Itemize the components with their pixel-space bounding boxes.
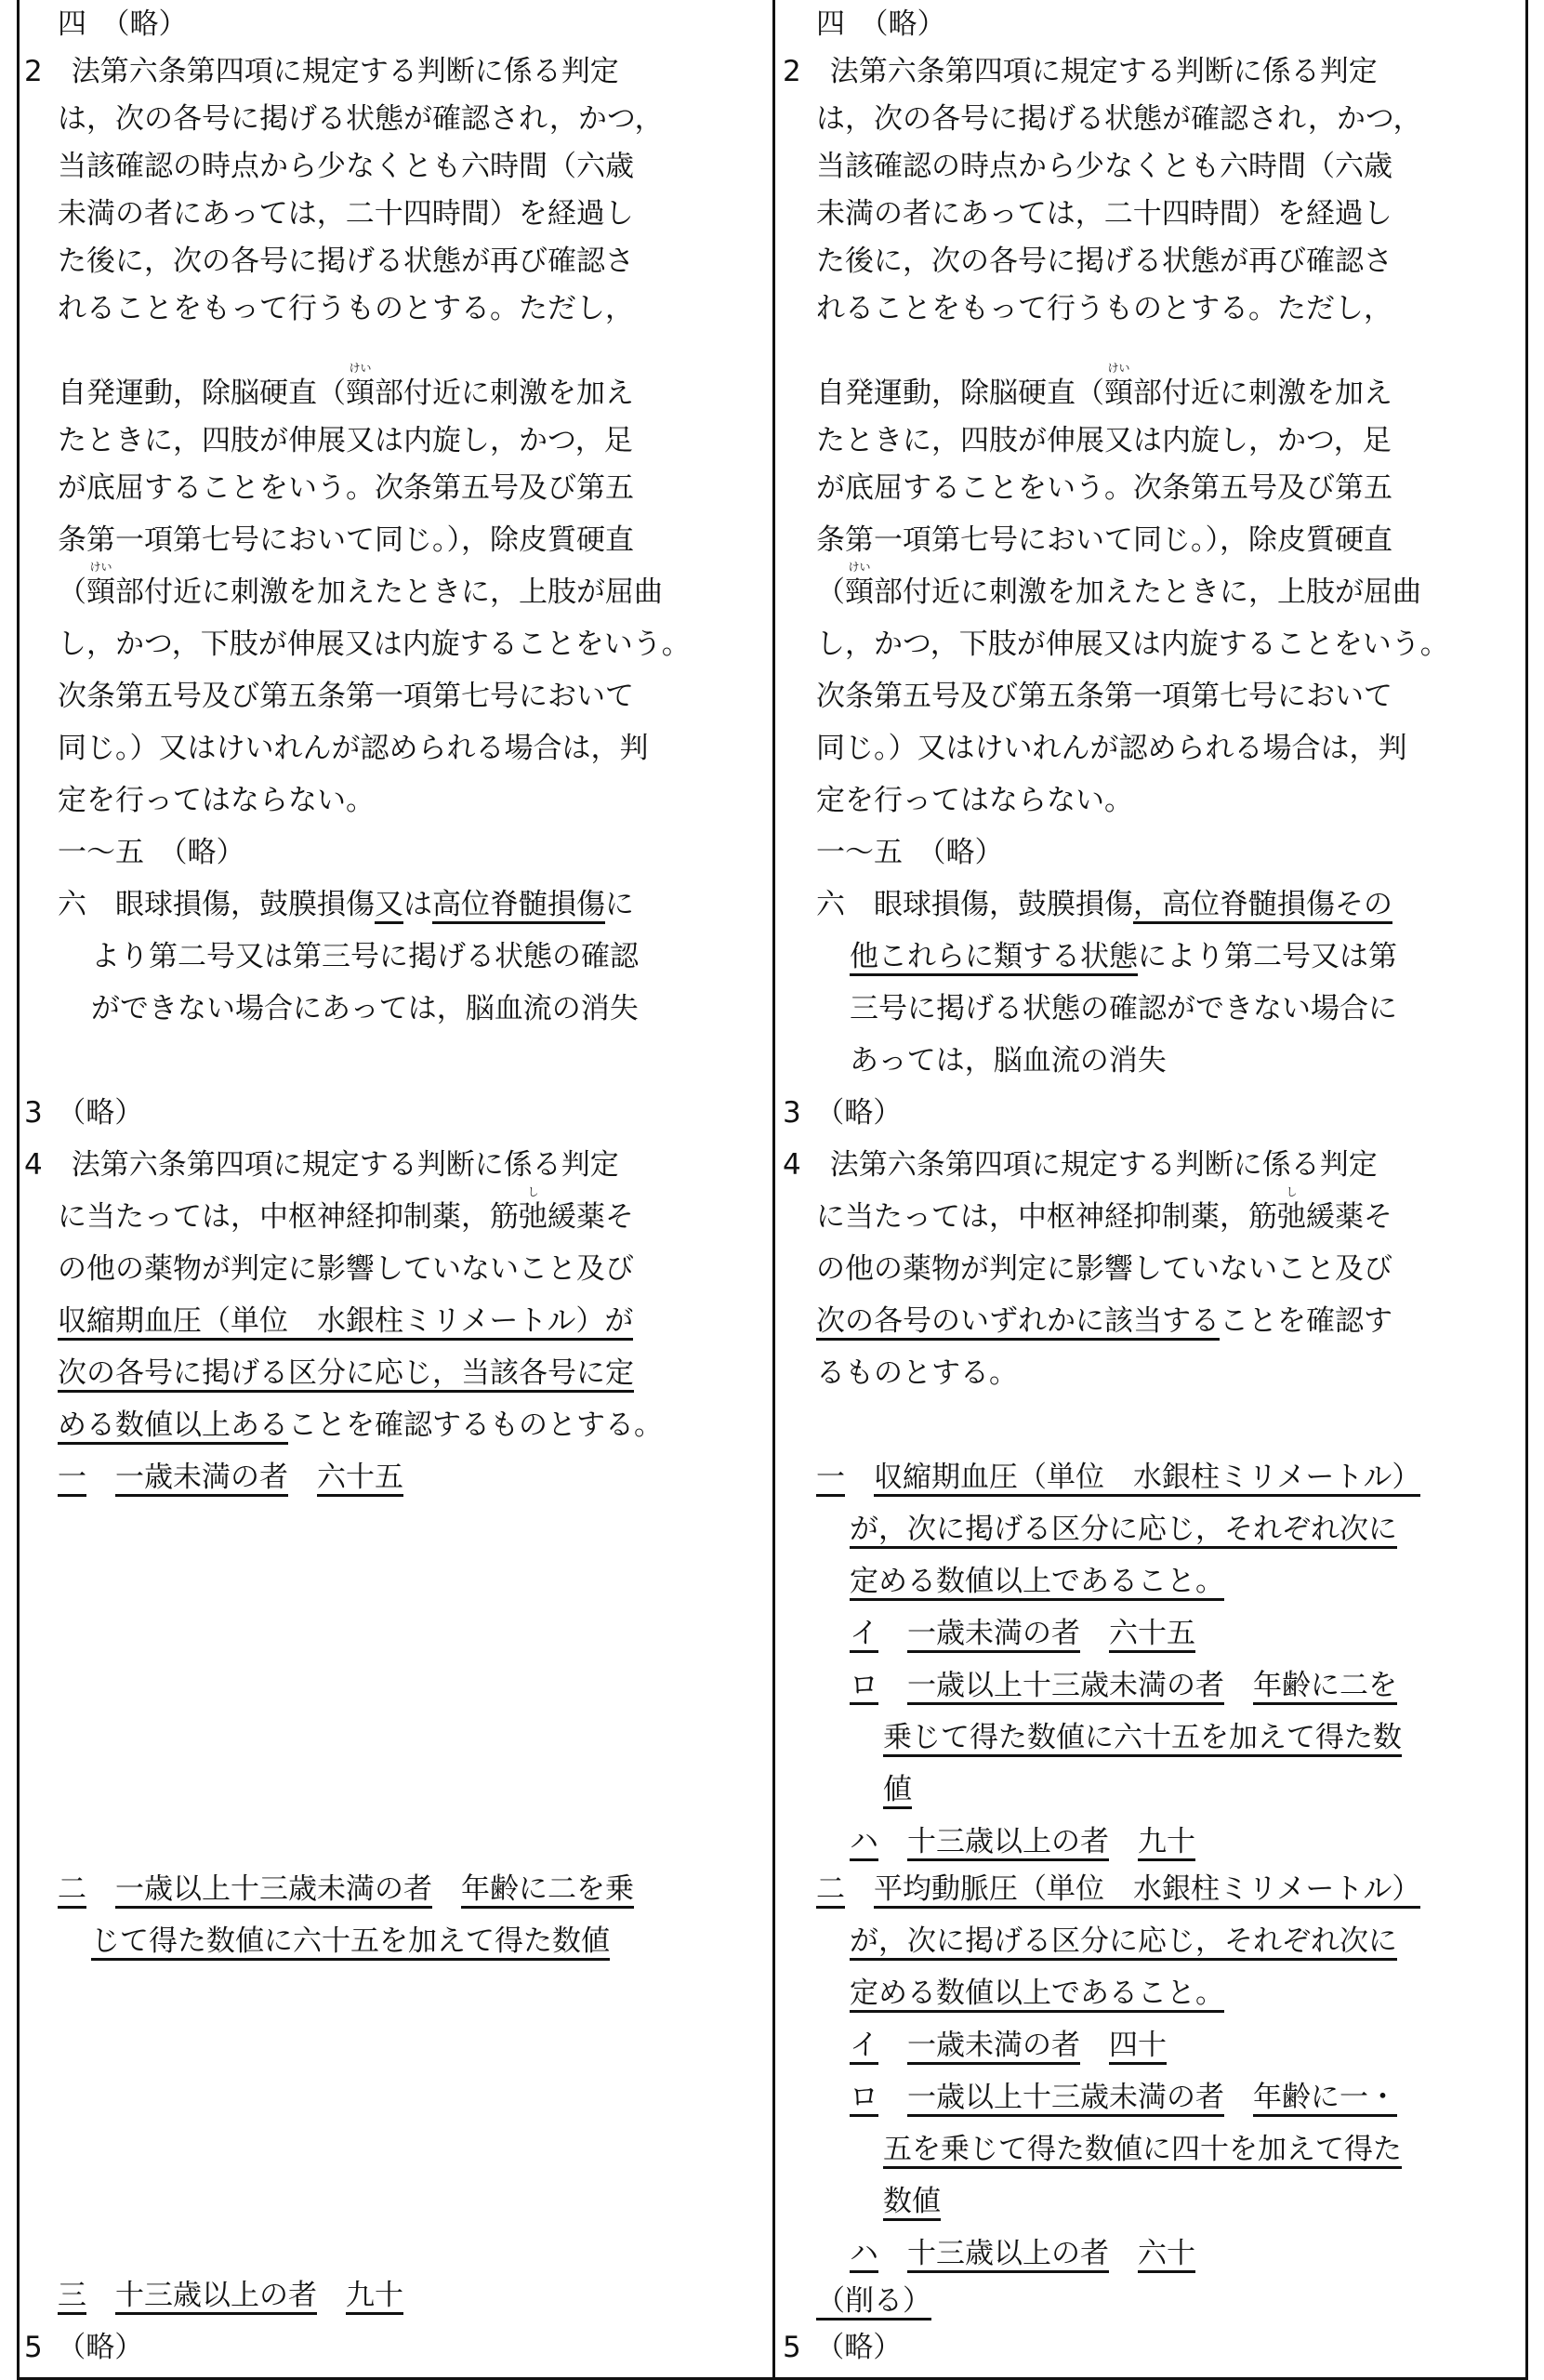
line	[883, 2183, 941, 2220]
ruby-reading: けい	[848, 561, 871, 574]
line: が底屈することをいう。次条第五号及び第五	[58, 471, 634, 505]
amended-text: が，次に掲げる区分に応じ，それぞれ次に	[850, 1513, 1397, 1549]
amended-text: 一歳以上十三歳未満の者	[115, 1872, 432, 1909]
line	[58, 1459, 403, 1496]
amended-text: 高位脊髄損傷	[432, 888, 605, 924]
line	[816, 2282, 931, 2320]
amended-text: 四十	[1109, 2029, 1167, 2065]
line: 3 （略）	[783, 1096, 903, 1130]
line	[58, 2277, 403, 2314]
line: 4 法第六条第四項に規定する判断に係る判定	[24, 1148, 619, 1182]
ruby-kanji	[1104, 362, 1133, 412]
amended-text: 定める数値以上であること。	[850, 1977, 1224, 2013]
line: の他の薬物が判定に影響していないこと及び	[816, 1252, 1392, 1286]
amended-text: 一歳未満の者	[907, 2029, 1080, 2065]
amended-text: 一歳未満の者	[907, 1617, 1080, 1653]
amended-text: 次の各号のいずれかに該当する	[816, 1304, 1220, 1341]
amended-text: 収縮期血圧（単位 水銀柱ミリメートル）	[874, 1461, 1420, 1497]
item-number: 二	[58, 1872, 86, 1909]
line	[850, 938, 1397, 975]
ruby-reading: けい	[349, 362, 372, 375]
item-number: 一	[58, 1461, 86, 1497]
line	[850, 2235, 1195, 2272]
line: が底屈することをいう。次条第五号及び第五	[816, 471, 1392, 505]
amended-text: 六十五	[317, 1461, 403, 1497]
line: 未満の者にあっては，二十四時間）を経過し	[58, 197, 634, 231]
amended-text: める数値以上ある	[58, 1408, 288, 1445]
line	[883, 1719, 1402, 1756]
line: 定を行ってはならない。	[58, 784, 375, 817]
amended-text: 一歳以上十三歳未満の者	[907, 2081, 1224, 2117]
left-column	[20, 0, 764, 2380]
line: 未満の者にあっては，二十四時間）を経過し	[816, 197, 1392, 231]
line	[883, 1771, 912, 1808]
text-segment: 六 眼球損傷，鼓膜損傷	[816, 888, 1133, 921]
amended-text: 五を乗じて得た数値に四十を加えて得た	[883, 2133, 1402, 2169]
amended-text: 乗じて得た数値に六十五を加えて得た数	[883, 1721, 1402, 1757]
line: 条第一項第七号において同じ。），除皮質硬直	[58, 523, 634, 557]
line: た後に，次の各号に掲げる状態が再び確認さ	[58, 245, 634, 278]
line	[58, 362, 634, 412]
line: は，次の各号に掲げる状態が確認され，かつ，	[816, 102, 1422, 136]
item-number: 二	[816, 1872, 845, 1909]
text-segment: に当たっては，中枢神経抑制薬，筋	[816, 1200, 1277, 1234]
text-segment: 部付近に刺激を加え	[1133, 377, 1392, 410]
line: 定を行ってはならない。	[816, 784, 1133, 817]
amended-text: 六十	[1138, 2237, 1195, 2273]
amended-text: 十三歳以上の者	[907, 1825, 1109, 1861]
text-segment: 緩薬そ	[1306, 1200, 1392, 1234]
line: 当該確認の時点から少なくとも六時間（六歳	[58, 150, 634, 183]
line: ができない場合にあっては，脳血流の消失	[91, 992, 639, 1025]
text-segment: （	[58, 575, 86, 609]
amended-text: 定める数値以上であること。	[850, 1565, 1224, 1601]
line	[850, 1511, 1397, 1548]
amended-text: 収縮期血圧（単位 水銀柱ミリメートル）が	[58, 1304, 633, 1341]
line	[816, 886, 1392, 923]
right-column	[779, 0, 1523, 2380]
kanji: 頸	[1104, 377, 1133, 410]
ruby-reading: し	[1286, 1185, 1298, 1198]
line	[883, 2131, 1402, 2168]
line	[816, 561, 1421, 611]
line	[850, 1823, 1195, 1860]
line	[58, 1407, 663, 1444]
line	[850, 1975, 1224, 2012]
text-segment: 部付近に刺激を加え	[375, 377, 634, 410]
line: 一～五 （略）	[58, 836, 245, 869]
subitem-label: ハ	[850, 2237, 878, 2273]
line: 4 法第六条第四項に規定する判断に係る判定	[783, 1148, 1378, 1182]
amended-text: 年齢に二を	[1253, 1669, 1397, 1705]
line: 一～五 （略）	[816, 836, 1004, 869]
line: た後に，次の各号に掲げる状態が再び確認さ	[816, 245, 1392, 278]
kanji: 弛	[1277, 1200, 1306, 1234]
line: 四 （略）	[816, 7, 946, 41]
amended-text: 九十	[346, 2279, 403, 2315]
line	[850, 1667, 1397, 1704]
text-segment: により第二号又は第	[1138, 940, 1397, 973]
line: 5 （略）	[24, 2331, 144, 2364]
amended-text: が，次に掲げる区分に応じ，それぞれ次に	[850, 1924, 1397, 1961]
line	[58, 1185, 634, 1236]
kanji: 弛	[519, 1200, 548, 1234]
amended-text: 他これらに類する状態	[850, 940, 1138, 976]
amended-text: 一歳未満の者	[115, 1461, 288, 1497]
ruby-reading: し	[527, 1185, 539, 1198]
text-segment: 部付近に刺激を加えたときに，上肢が屈曲	[874, 575, 1421, 609]
text-segment: 六 眼球損傷，鼓膜損傷	[58, 888, 375, 921]
kanji: 頸	[346, 377, 375, 410]
amended-text: 十三歳以上の者	[115, 2279, 317, 2315]
amended-text: 九十	[1138, 1825, 1195, 1861]
ruby-reading: けい	[89, 561, 112, 574]
line: れることをもって行うものとする。ただし，	[816, 292, 1392, 325]
line: 2 法第六条第四項に規定する判断に係る判定	[24, 55, 619, 88]
text-segment: 自発運動，除脳硬直（	[58, 377, 346, 410]
line	[58, 1871, 634, 1908]
text-segment: に	[605, 888, 634, 921]
line: は，次の各号に掲げる状態が確認され，かつ，	[58, 102, 664, 136]
line	[850, 2027, 1167, 2064]
ruby-reading: けい	[1107, 362, 1130, 375]
ruby-kanji	[519, 1185, 548, 1236]
line	[58, 886, 634, 923]
line: 当該確認の時点から少なくとも六時間（六歳	[816, 150, 1392, 183]
line: 同じ。）又はけいれんが認められる場合は，判	[58, 732, 649, 765]
amended-text: 次の各号に掲げる区分に応じ，当該各号に定	[58, 1356, 634, 1393]
text-segment: 緩薬そ	[548, 1200, 634, 1234]
text-segment: ことを確認す	[1220, 1304, 1392, 1338]
line: 条第一項第七号において同じ。），除皮質硬直	[816, 523, 1392, 557]
kanji: 頸	[86, 575, 115, 609]
amended-text: じて得た数値に六十五を加えて得た数値	[91, 1924, 610, 1961]
subitem-label: イ	[850, 1617, 878, 1653]
amended-text: 年齢に二を乗	[461, 1872, 634, 1909]
line: 四 （略）	[58, 7, 188, 41]
amended-text: 十三歳以上の者	[907, 2237, 1109, 2273]
ruby-kanji	[1277, 1185, 1306, 1236]
amended-text: 又	[375, 888, 403, 924]
deleted-marker: （削る）	[816, 2284, 931, 2320]
line: の他の薬物が判定に影響していないこと及び	[58, 1252, 634, 1286]
line: し，かつ，下肢が伸展又は内旋することをいう。	[816, 628, 1449, 661]
line: るものとする。	[816, 1356, 1018, 1390]
line	[816, 1185, 1392, 1236]
line: あっては，脳血流の消失	[850, 1044, 1167, 1078]
subitem-label: イ	[850, 2029, 878, 2065]
ruby-kanji	[346, 362, 375, 412]
line	[816, 1459, 1420, 1496]
amended-text: 数値	[883, 2185, 941, 2221]
amended-text: 六十五	[1109, 1617, 1195, 1653]
amended-text: 年齢に一・	[1253, 2081, 1397, 2117]
text-segment: 部付近に刺激を加えたときに，上肢が屈曲	[115, 575, 663, 609]
line	[58, 1355, 634, 1392]
item-number: 一	[816, 1461, 845, 1497]
line	[816, 1302, 1392, 1340]
line	[850, 2079, 1397, 2116]
text-segment: に当たっては，中枢神経抑制薬，筋	[58, 1200, 519, 1234]
line: より第二号又は第三号に掲げる状態の確認	[91, 940, 639, 973]
line: 3 （略）	[24, 1096, 144, 1130]
line: れることをもって行うものとする。ただし，	[58, 292, 634, 325]
line	[850, 1923, 1397, 1960]
line: し，かつ，下肢が伸展又は内旋することをいう。	[58, 628, 691, 661]
line: たときに，四肢が伸展又は内旋し，かつ，足	[58, 424, 633, 457]
line	[816, 1871, 1420, 1908]
line: 次条第五号及び第五条第一項第七号において	[58, 680, 634, 713]
text-segment: ことを確認するものとする。	[288, 1408, 663, 1442]
kanji: 頸	[845, 575, 874, 609]
line: 次条第五号及び第五条第一項第七号において	[816, 680, 1392, 713]
line	[58, 1302, 633, 1340]
amended-text: 値	[883, 1773, 912, 1809]
amended-text: 平均動脈圧（単位 水銀柱ミリメートル）	[874, 1872, 1420, 1909]
column-divider	[772, 0, 775, 2380]
line: 同じ。）又はけいれんが認められる場合は，判	[816, 732, 1407, 765]
subitem-label: ハ	[850, 1825, 878, 1861]
line: 三号に掲げる状態の確認ができない場合に	[850, 992, 1397, 1025]
amended-text: ，高位脊髄損傷その	[1133, 888, 1392, 924]
text-segment: は	[403, 888, 432, 921]
line: 5 （略）	[783, 2331, 903, 2364]
item-number: 三	[58, 2279, 86, 2315]
ruby-kanji	[86, 561, 115, 611]
subitem-label: ロ	[850, 2081, 878, 2117]
line	[850, 1563, 1224, 1600]
text-segment: 自発運動，除脳硬直（	[816, 377, 1104, 410]
amended-text: 一歳以上十三歳未満の者	[907, 1669, 1224, 1705]
line: 2 法第六条第四項に規定する判断に係る判定	[783, 55, 1378, 88]
line	[91, 1923, 610, 1960]
ruby-kanji	[845, 561, 874, 611]
line	[58, 561, 663, 611]
line	[816, 362, 1392, 412]
text-segment: （	[816, 575, 845, 609]
line	[850, 1615, 1195, 1652]
line: たときに，四肢が伸展又は内旋し，かつ，足	[816, 424, 1392, 457]
subitem-label: ロ	[850, 1669, 878, 1705]
